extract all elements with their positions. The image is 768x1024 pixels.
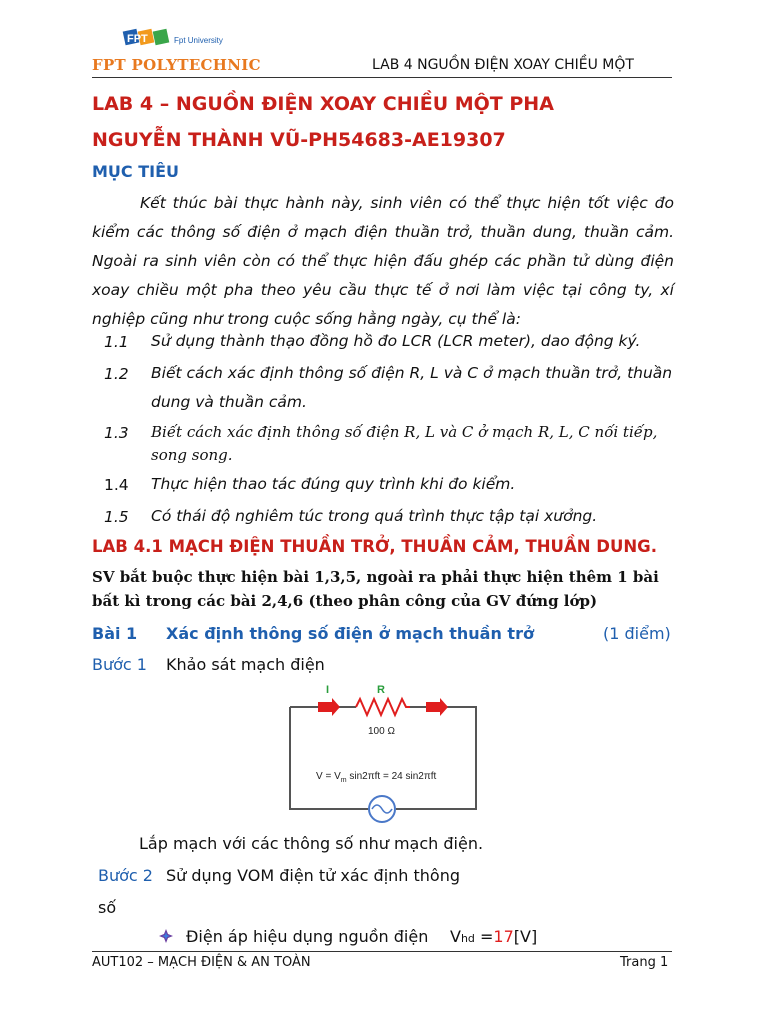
current-label: I (326, 684, 330, 696)
list-number: 1.1 (104, 333, 129, 351)
list-number: 1.2 (104, 365, 129, 383)
list-item: Có thái độ nghiêm túc trong quá trình thực tập tại xưởng. (151, 507, 598, 525)
resistor-label: R (377, 684, 385, 696)
voltage-readout: Vhd =17[V] (450, 927, 538, 946)
requirement-text: SV bắt buộc thực hiện bài 1,3,5, ngoài ra phải thực hiện thêm 1 bài bất kì trong các bài 2,4,6 (theo phân công của GV đứng lớp) (92, 568, 659, 610)
step2-label: Bước 2 (98, 866, 153, 885)
list-number: 1.4 (104, 476, 129, 494)
page-number: Trang 1 (620, 955, 669, 970)
list-item: Biết cách xác định thông số điện R, L và C ở mạch R, L, C nối tiếp, (151, 423, 658, 441)
objective-heading: MỤC TIÊU (92, 162, 180, 181)
footer-course: AUT102 – MẠCH ĐIỆN & AN TOÀN (92, 955, 311, 970)
circuit-diagram (286, 683, 482, 829)
step2-text-cont: số (98, 898, 117, 917)
objective-paragraph: Kết thúc bài thực hành này, sinh viên có thể thực hiện tốt việc đo kiểm các thông số điện ở mạch điện thuần trở, thuần dung, thuần cảm. Ngoài ra sinh viên còn có thể thực hiện đấu ghép các phần tử dùng điện xoay chiều một pha theo yêu cầu thực tế ở nơi làm việc tại công ty, xí nghiệp cũng như trong cuộc sống hằng ngày, cụ thể là: (92, 194, 674, 328)
exercise-points: (1 điểm) (603, 624, 671, 643)
exercise-label: Bài 1 (92, 624, 138, 643)
step1-text: Khảo sát mạch điện (166, 655, 325, 674)
header-title: LAB 4 NGUỒN ĐIỆN XOAY CHIỀU MỘT (372, 57, 634, 73)
section-heading: LAB 4.1 MẠCH ĐIỆN THUẦN TRỞ, THUẦN CẢM, THUẦN DUNG. (92, 537, 657, 556)
header-divider (92, 77, 672, 78)
list-number: 1.5 (104, 508, 129, 526)
voltage-value: 17 (493, 927, 514, 946)
list-item: Thực hiện thao tác đúng quy trình khi đo kiểm. (151, 475, 516, 493)
author-title: NGUYỄN THÀNH VŨ-PH54683-AE19307 (92, 129, 506, 151)
bullet-text: Điện áp hiệu dụng nguồn điện (186, 927, 429, 946)
svg-text:FPT: FPT (127, 33, 148, 45)
resistance-value: 100 Ω (368, 726, 395, 737)
step2-text: Sử dụng VOM điện tử xác định thông (166, 866, 461, 885)
resistor-symbol (356, 699, 410, 715)
current-arrow-icon (426, 698, 448, 716)
list-item: Biết cách xác định thông số điện R, L và C ở mạch thuần trở, thuần (151, 364, 673, 382)
current-arrow-icon (318, 698, 340, 716)
list-item-cont: dung và thuần cảm. (151, 393, 307, 411)
logo-subtext: Fpt University (174, 36, 223, 45)
lab-title: LAB 4 – NGUỒN ĐIỆN XOAY CHIỀU MỘT PHA (92, 93, 554, 115)
bullet-icon (158, 928, 174, 944)
fpt-logo (122, 26, 232, 52)
list-item: Sử dụng thành thạo đồng hồ đo LCR (LCR meter), dao động ký. (151, 332, 641, 350)
list-item-cont: song song. (151, 446, 233, 464)
source-equation: $V = V_m$ sin2πft = 24 sin2πft (316, 771, 437, 784)
setup-text: Lắp mạch với các thông số như mạch điện. (139, 834, 484, 853)
list-number: 1.3 (104, 424, 129, 442)
footer-divider (92, 951, 672, 952)
brand-name: FPT POLYTECHNIC (92, 56, 261, 74)
step1-label: Bước 1 (92, 655, 147, 674)
exercise-title: Xác định thông số điện ở mạch thuần trở (166, 624, 534, 643)
